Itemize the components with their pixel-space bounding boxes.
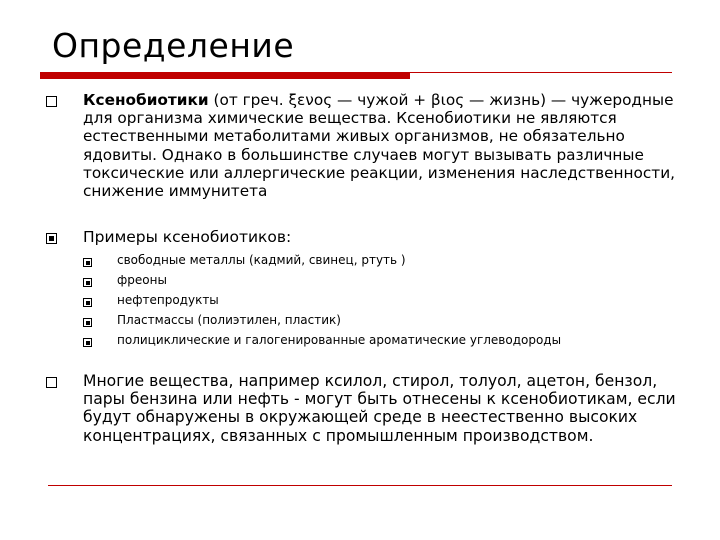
title-underline-thin (410, 72, 672, 73)
square-bullet-icon (46, 377, 57, 388)
list-item: Пластмассы (полиэтилен, пластик) (117, 313, 341, 327)
sub-bullet-icon (83, 318, 92, 327)
sub-bullet-icon (83, 258, 92, 267)
definition-paragraph (83, 91, 683, 200)
bottom-divider (48, 485, 672, 486)
title-underline-thick (40, 72, 410, 79)
examples-heading: Примеры ксенобиотиков: (83, 228, 292, 246)
list-item: полициклические и галогенированные ароматические углеводороды (117, 333, 562, 347)
sub-bullet-icon (83, 298, 92, 307)
page-title: Определение (52, 26, 295, 65)
list-item: свободные металлы (кадмий, свинец, ртуть ) (117, 253, 406, 267)
sub-bullet-icon (83, 278, 92, 287)
sub-bullet-icon (83, 338, 92, 347)
square-bullet-icon (46, 233, 57, 244)
note-paragraph: Многие вещества, например ксилол, стирол, толуол, ацетон, бензол, пары бензина или нефть - могут быть отнесены к ксенобиотикам, если будут обнаружены в окружающей среде в неестественно высоких концентрациях, связанных с промышленным производством. (83, 372, 676, 445)
definition-term: Ксенобиотики (83, 91, 209, 109)
list-item: нефтепродукты (117, 293, 219, 307)
list-item: фреоны (117, 273, 167, 287)
square-bullet-icon (46, 96, 57, 107)
definition-text: (от греч. ξενος — чужой + βιος — жизнь) — чужеродные для организма химические вещества. Ксенобиотики не являются естественными метаболитами живых организмов, не обязательно ядовиты. Однако в большинстве случаев могут вызывать различные токсические или аллергические реакции, изменения наследственности, снижение иммунитета (83, 91, 676, 201)
title-underline (40, 72, 672, 79)
